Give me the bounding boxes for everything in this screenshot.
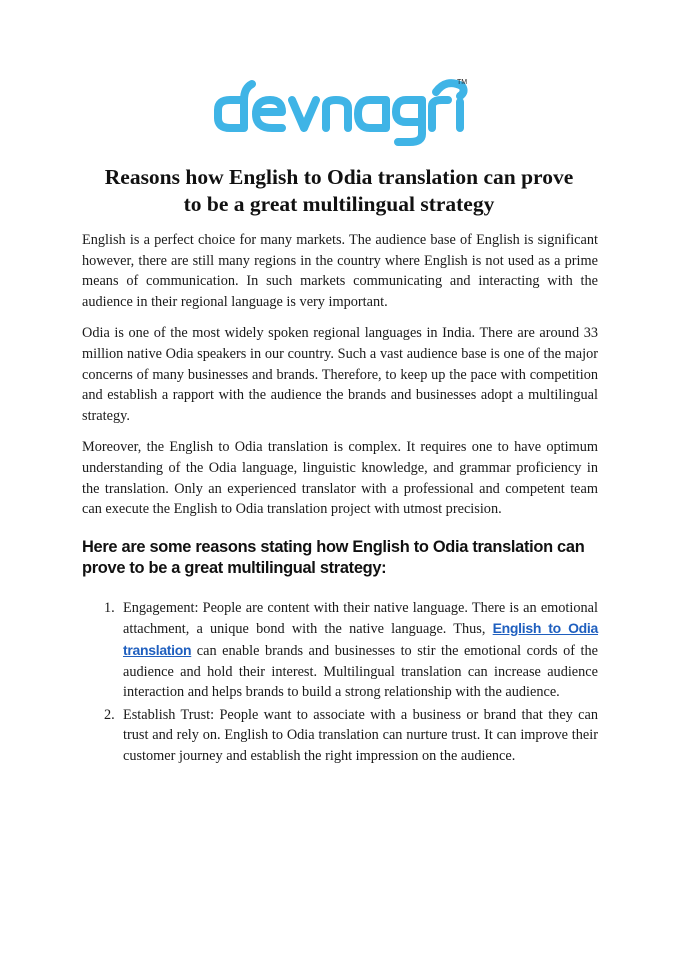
devnagri-logo-icon [210, 72, 472, 150]
reason-item-engagement [82, 598, 598, 703]
article-body [82, 230, 598, 768]
page-title [40, 164, 638, 218]
reason-text: Engagement: People are content with their native language. There is an emotional attachment, a unique bond with the native language. Thus, [123, 599, 598, 638]
intro-paragraph: English is a perfect choice for many markets. The audience base of English is significant however, there are still many regions in the country where English is not used as a prime means of communication. In such markets communicating and interacting with the audience in their regional language is very important. [82, 232, 598, 310]
reasons-heading: Here are some reasons stating how English to Odia translation can prove to be a great multilingual strategy: [82, 537, 585, 578]
odia-audience-paragraph: Odia is one of the most widely spoken regional languages in India. There are around 33 million native Odia speakers in our country. Such a vast audience base is one of the major concerns of many businesses and brands. Therefore, to keep up the pace with competition and establish a rapport with the audience the brands and businesses adopt a multilingual strategy. [82, 325, 598, 424]
english-to-odia-translation-link[interactable]: English to Odia translation [123, 620, 599, 658]
reasons-list [82, 598, 598, 767]
page-title-line-2: to be a great multilingual strategy [183, 192, 495, 216]
reason-item-establish-trust [82, 705, 598, 767]
reason-number: 1. [104, 599, 115, 616]
svg-text:TM: TM [457, 79, 468, 86]
reason-text: can enable brands and businesses to stir the emotional cords of the audience and hold their interest. Multilingual translation can increase audience interaction and helps brands to build a strong relationship with the audience. [123, 642, 598, 701]
reason-number: 2. [104, 706, 115, 723]
devnagri-logo [210, 72, 472, 150]
complexity-paragraph: Moreover, the English to Odia translation is complex. It requires one to have optimum understanding of the Odia language, linguistic knowledge, and grammar proficiency in the translation. Only an experienced translator with a professional and competent team can execute the English to Odia translation project with utmost precision. [82, 439, 598, 518]
reason-text: Establish Trust: People want to associate with a business or brand that they can trust and rely on. English to Odia translation can nurture trust. It can improve their customer journey and establish the right impression on the audience. [123, 706, 598, 764]
page-title-line-1: Reasons how English to Odia translation can prove [104, 165, 574, 189]
